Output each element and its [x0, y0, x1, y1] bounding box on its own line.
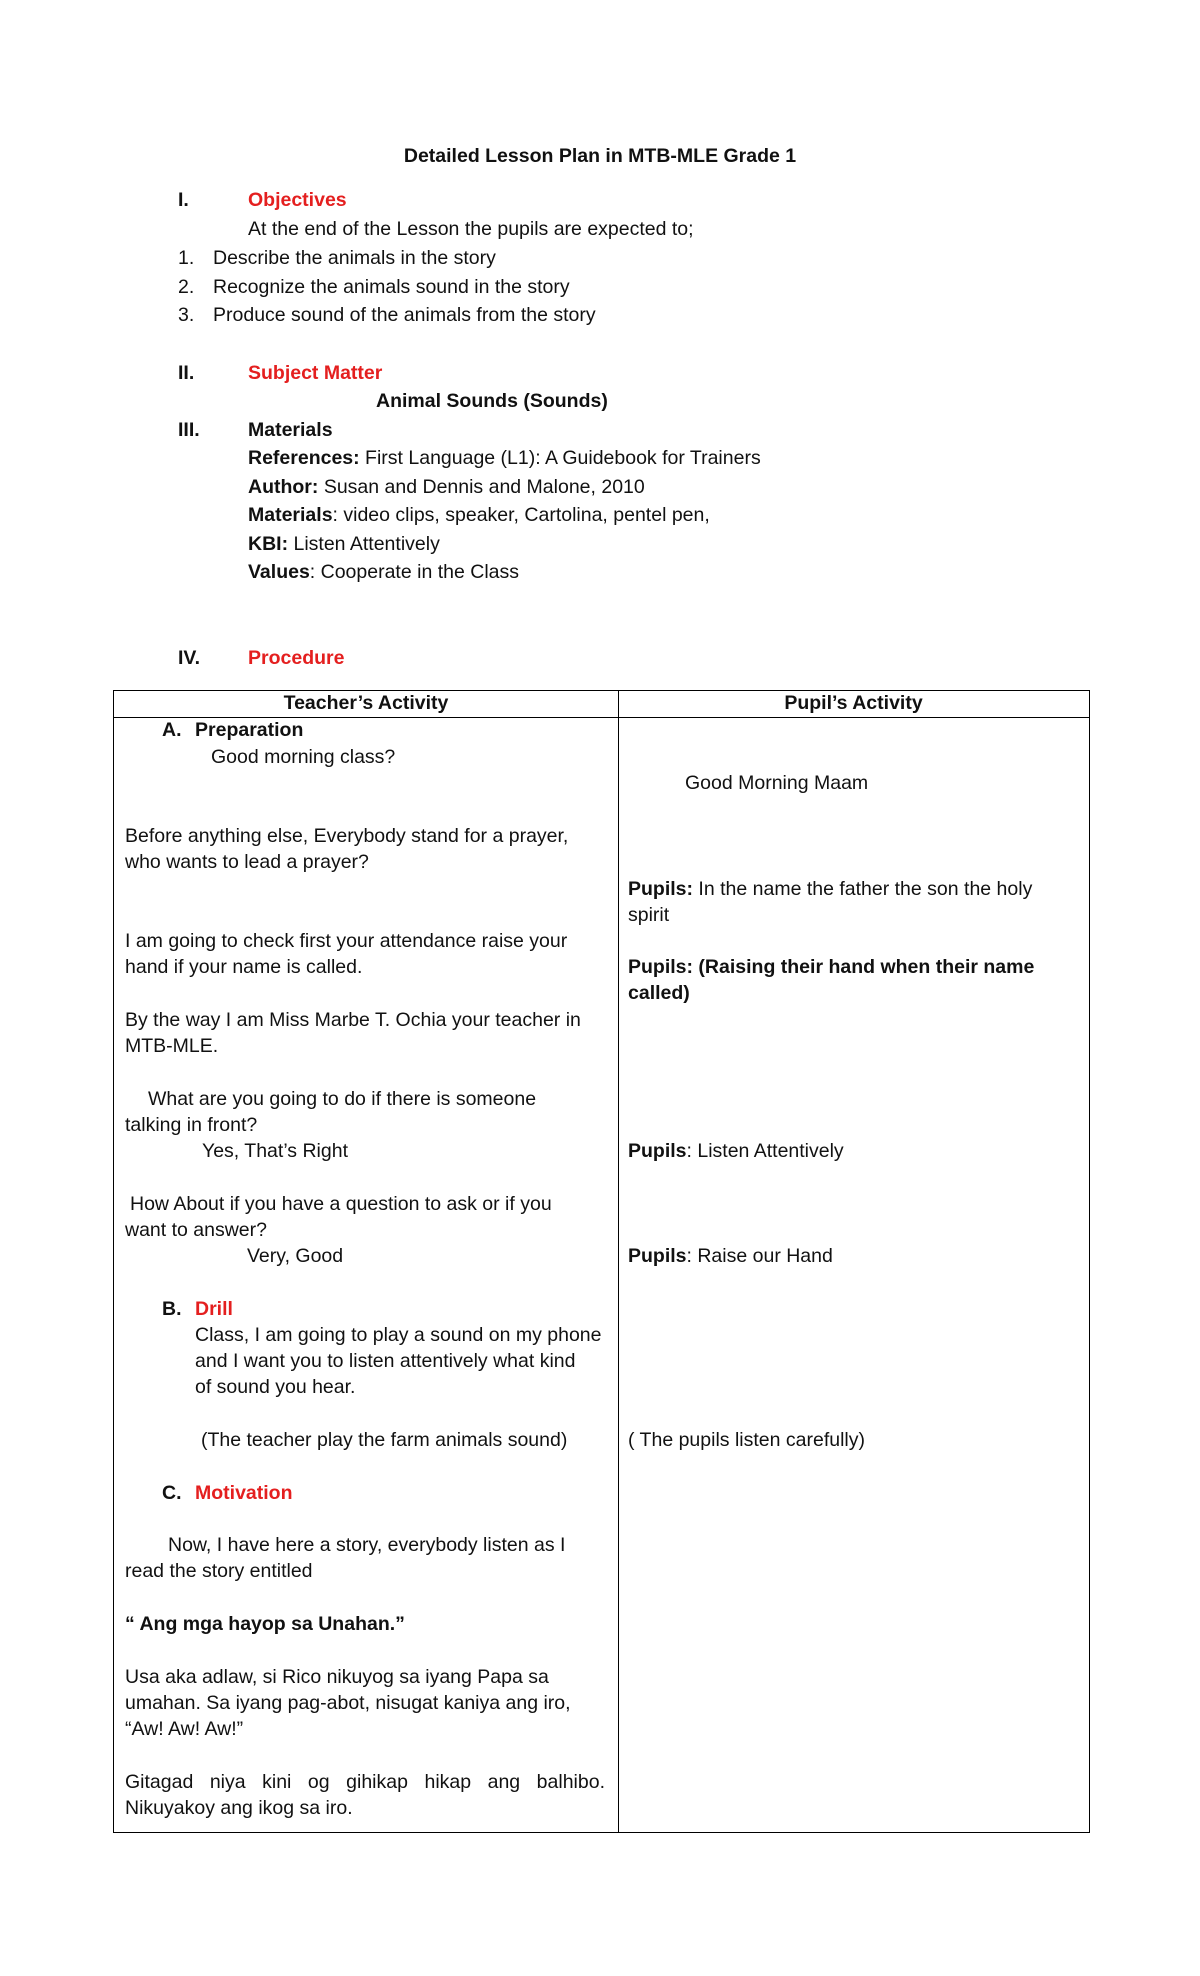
teacher-question: What are you going to do if there is someone: [148, 1088, 537, 1110]
pupil-answer: [628, 1245, 833, 1268]
materials-line-values: [248, 561, 519, 584]
motivation-text: read the story entitled: [125, 1560, 313, 1582]
motivation-text: Now, I have here a story, everybody listen as I: [168, 1534, 566, 1556]
story-text: umahan. Sa iyang pag-abot, nisugat kaniya ang iro,: [125, 1692, 571, 1714]
teacher-reply: Very, Good: [247, 1245, 344, 1267]
drill-instruction: of sound you hear.: [195, 1376, 356, 1398]
section-number-subject: II.: [178, 362, 195, 384]
pupil-attendance: called): [628, 982, 690, 1004]
pupils-label: Pupils:: [628, 878, 694, 900]
pupils-label: Pupils:: [628, 956, 694, 978]
preparation-letter: A.: [162, 719, 182, 741]
objective-number: 3.: [178, 304, 195, 326]
label: KBI:: [248, 533, 289, 555]
story-text: Gitagad niya kini og gihikap hikap ang balhibo.: [125, 1771, 605, 1793]
teacher-question: How About if you have a question to ask or if you: [130, 1193, 552, 1215]
pupil-attendance-text: (Raising their hand when their name: [693, 956, 1035, 978]
pupil-answer-text: : Raise our Hand: [686, 1245, 833, 1267]
teacher-attendance: hand if your name is called.: [125, 956, 363, 978]
materials-line-references: [248, 447, 761, 470]
pupil-answer-text: : Listen Attentively: [686, 1140, 844, 1162]
pupil-drill-response: ( The pupils listen carefully): [628, 1429, 865, 1451]
section-number-procedure: IV.: [178, 647, 201, 669]
motivation-heading: Motivation: [195, 1482, 293, 1504]
procedure-table: [113, 690, 1090, 1833]
teacher-reply: Yes, That’s Right: [202, 1140, 348, 1162]
drill-instruction: Class, I am going to play a sound on my phone: [195, 1324, 602, 1346]
page-title: Detailed Lesson Plan in MTB-MLE Grade 1: [403, 145, 797, 167]
motivation-letter: C.: [162, 1482, 182, 1504]
objective-item: Recognize the animals sound in the story: [213, 276, 570, 298]
objectives-intro: At the end of the Lesson the pupils are expected to;: [248, 218, 694, 240]
section-heading-procedure: Procedure: [248, 647, 345, 669]
story-text: “Aw! Aw! Aw!”: [125, 1718, 244, 1740]
story-text: Nikuyakoy ang ikog sa iro.: [125, 1797, 353, 1819]
preparation-heading: Preparation: [195, 719, 304, 741]
drill-action: (The teacher play the farm animals sound): [201, 1429, 568, 1451]
value: First Language (L1): A Guidebook for Trainers: [359, 447, 761, 469]
header-teacher-activity: Teacher’s Activity: [283, 692, 449, 714]
label: Materials: [248, 504, 333, 526]
teacher-attendance: I am going to check first your attendance raise your: [125, 930, 568, 952]
teacher-introduction: By the way I am Miss Marbe T. Ochia your teacher in: [125, 1009, 581, 1031]
pupils-label: Pupils: [628, 1140, 687, 1162]
pupil-prayer: [628, 878, 1032, 901]
drill-heading: Drill: [195, 1298, 233, 1320]
value: : video clips, speaker, Cartolina, pentel pen,: [332, 504, 710, 526]
materials-line-author: [248, 476, 645, 499]
materials-line-materials: [248, 504, 710, 527]
label: Author:: [248, 476, 319, 498]
drill-letter: B.: [162, 1298, 182, 1320]
teacher-prayer: who wants to lead a prayer?: [125, 851, 369, 873]
teacher-question: talking in front?: [125, 1114, 258, 1136]
value: : Cooperate in the Class: [309, 561, 519, 583]
value: Susan and Dennis and Malone, 2010: [318, 476, 645, 498]
materials-line-kbi: [248, 533, 440, 556]
label: Values: [248, 561, 310, 583]
section-number-objectives: I.: [178, 189, 189, 211]
label: References:: [248, 447, 360, 469]
subject-topic: Animal Sounds (Sounds): [376, 390, 608, 412]
story-title: “ Ang mga hayop sa Unahan.”: [125, 1613, 405, 1635]
pupil-prayer-text: In the name the father the son the holy: [693, 878, 1033, 900]
pupil-answer: [628, 1140, 844, 1163]
pupil-attendance: [628, 956, 1034, 979]
drill-instruction: and I want you to listen attentively what kind: [195, 1350, 576, 1372]
objective-item: Produce sound of the animals from the story: [213, 304, 596, 326]
teacher-prayer: Before anything else, Everybody stand for a prayer,: [125, 825, 569, 847]
table-header-divider: [114, 717, 1089, 718]
teacher-question: want to answer?: [125, 1219, 267, 1241]
header-pupil-activity: Pupil’s Activity: [784, 692, 923, 714]
section-heading-materials: Materials: [248, 419, 333, 441]
teacher-greeting: Good morning class?: [211, 746, 396, 768]
pupil-greeting: Good Morning Maam: [685, 772, 869, 794]
pupils-label: Pupils: [628, 1245, 687, 1267]
teacher-introduction: MTB-MLE.: [125, 1035, 219, 1057]
objective-number: 1.: [178, 247, 195, 269]
objective-item: Describe the animals in the story: [213, 247, 496, 269]
pupil-prayer: spirit: [628, 904, 670, 926]
objective-number: 2.: [178, 276, 195, 298]
section-heading-objectives: Objectives: [248, 189, 347, 211]
table-column-divider: [618, 691, 619, 1832]
story-text: Usa aka adlaw, si Rico nikuyog sa iyang Papa sa: [125, 1666, 549, 1688]
section-heading-subject: Subject Matter: [248, 362, 383, 384]
value: Listen Attentively: [288, 533, 440, 555]
section-number-materials: III.: [178, 419, 200, 441]
